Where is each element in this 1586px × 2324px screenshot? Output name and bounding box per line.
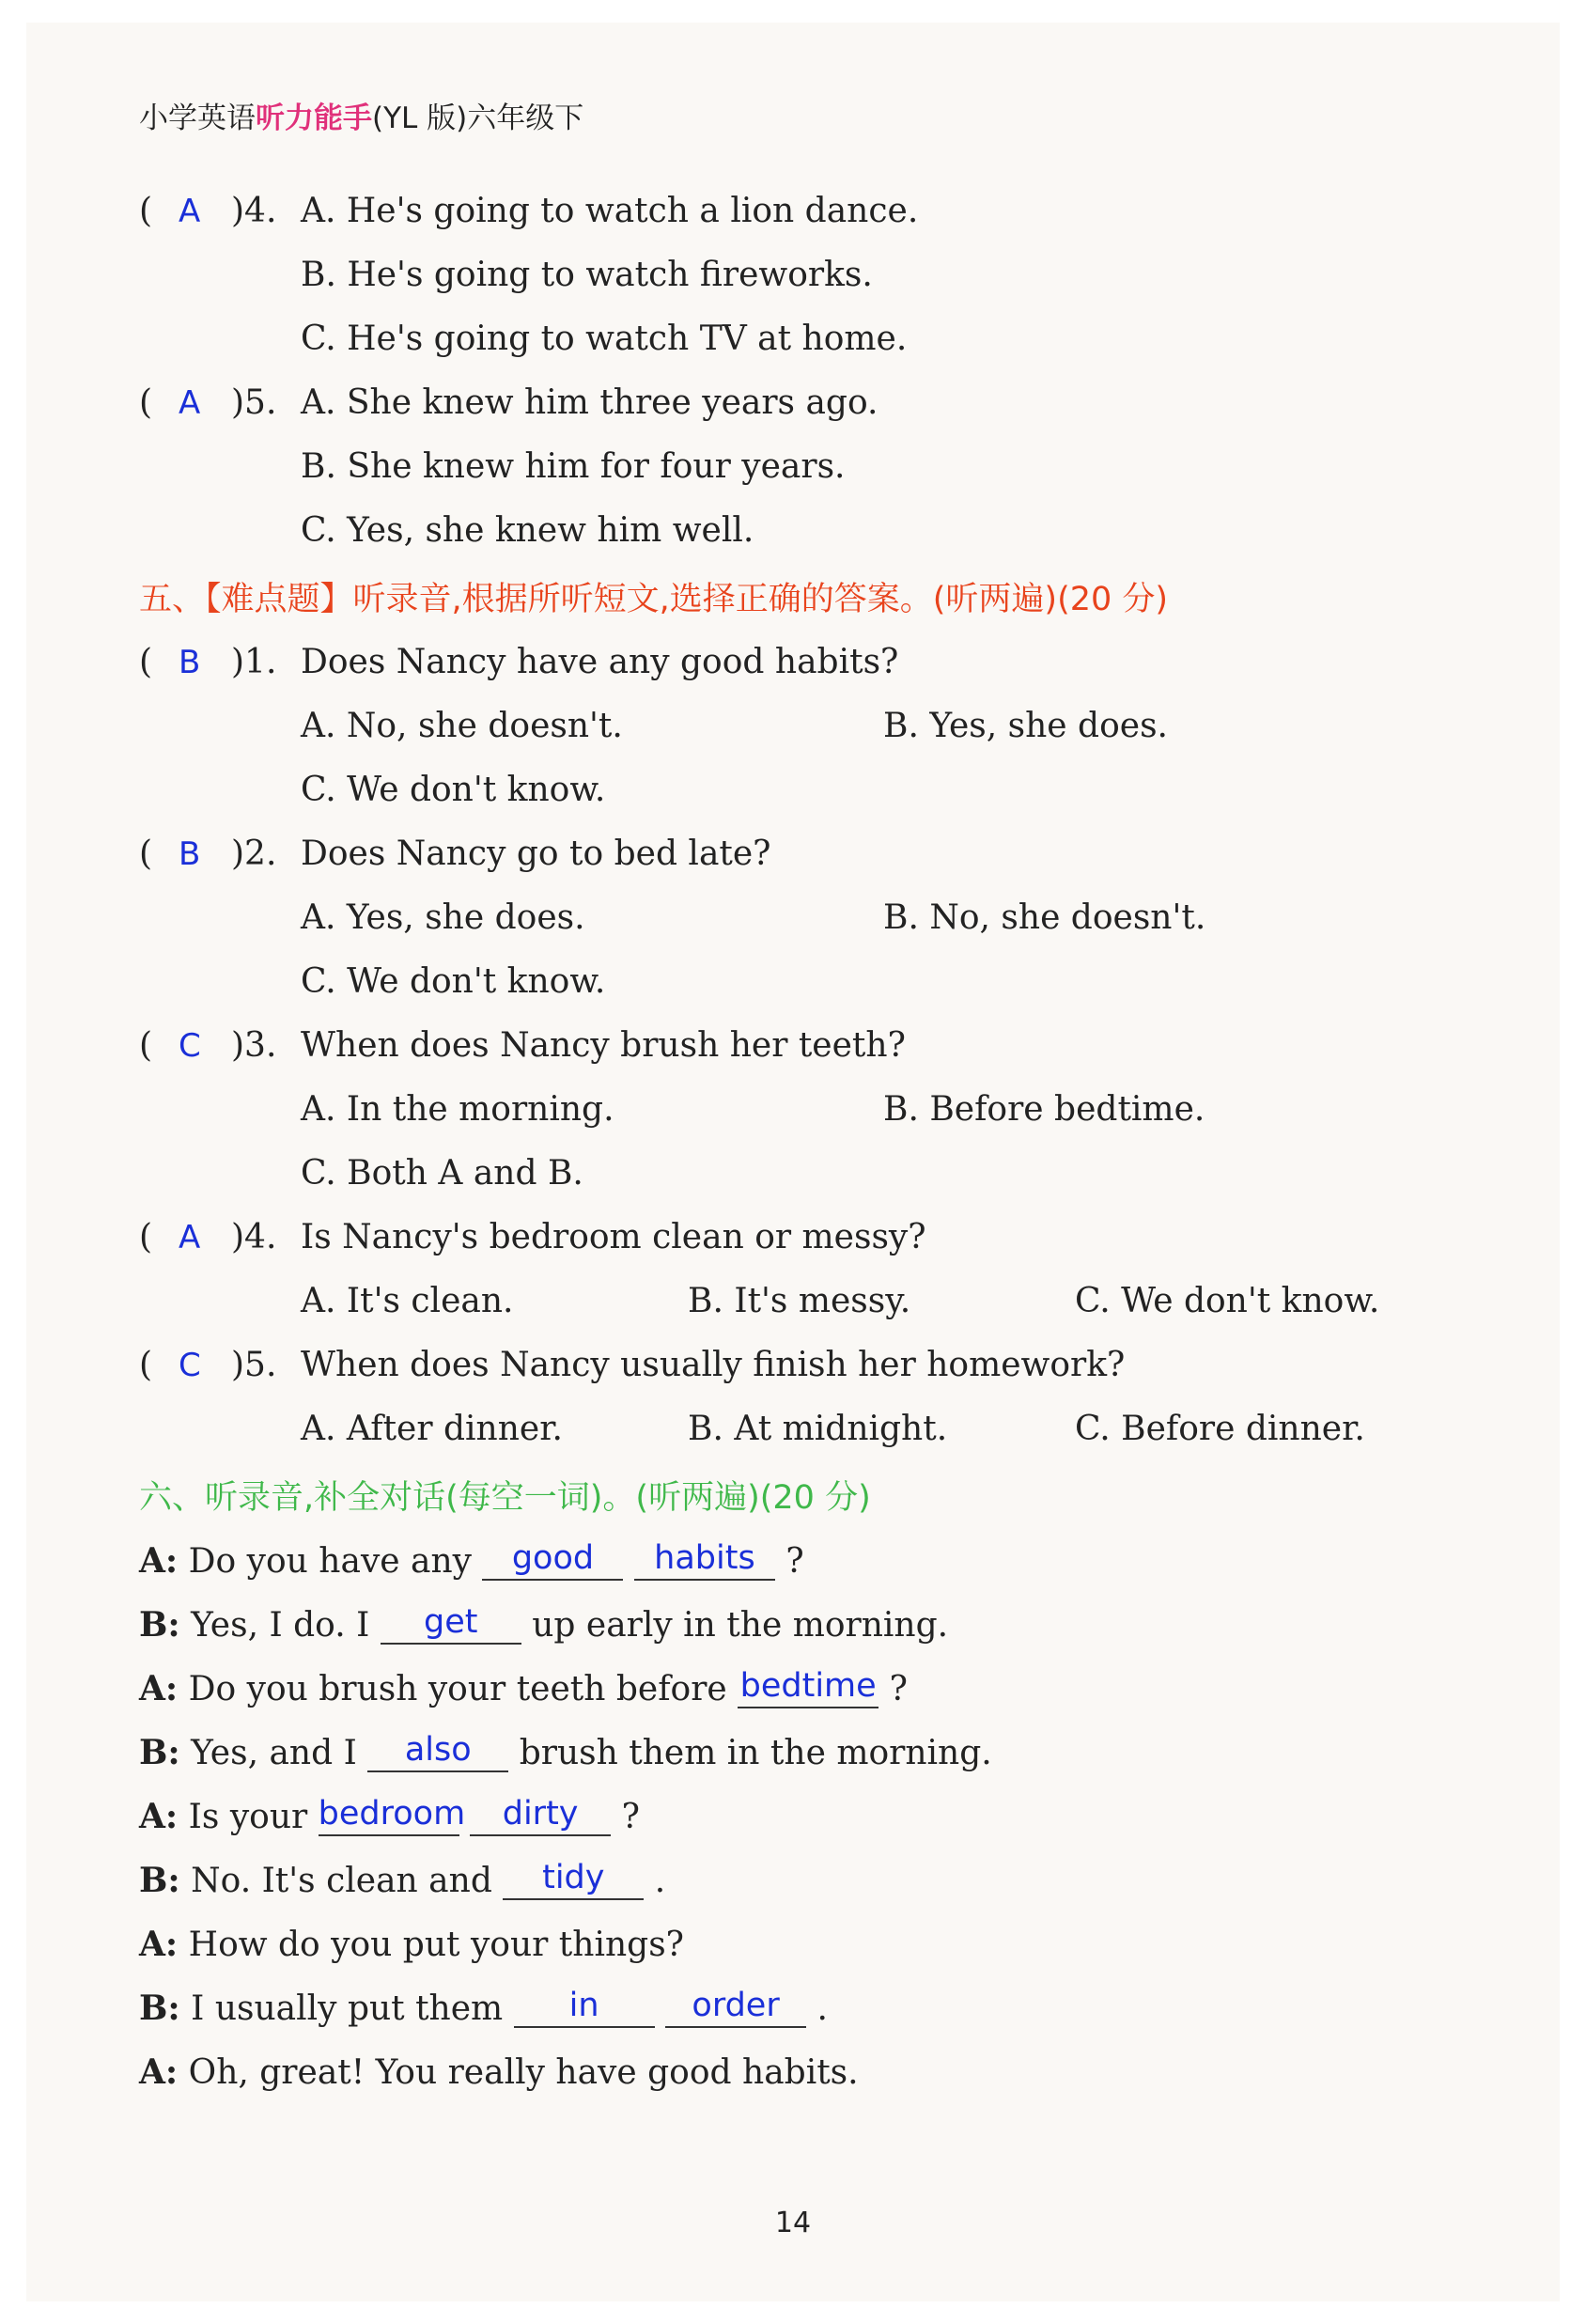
answer-blank: dirty [470,1793,611,1836]
answer-blank: good [482,1537,623,1581]
question-number: )2. [231,834,277,873]
dialogue-line [139,1724,992,1781]
dialogue-text [655,1989,665,2028]
question-number: )5. [231,383,277,422]
paren: ( [139,834,153,873]
option: A. She knew him three years ago. [301,383,879,422]
speaker: A: [139,1797,179,1836]
answer: C [179,1347,201,1384]
dialogue-text: up early in the morning. [521,1606,949,1645]
option: B. No, she doesn't. [883,898,1206,937]
option: A. No, she doesn't. [301,707,623,745]
question-text: When does Nancy brush her teeth? [301,1026,906,1065]
header-brand: 听力能手 [256,101,372,135]
answer-blank: in [514,1985,655,2028]
header-suffix: (YL 版)六年级下 [372,101,584,135]
answer: A [179,384,201,422]
option: C. Both A and B. [301,1154,583,1193]
speaker: A: [139,2052,179,2092]
page-number: 14 [774,2207,812,2239]
answer: B [179,835,201,873]
option: B. It's messy. [688,1282,911,1320]
dialogue-line [139,1980,828,2036]
answer-blank: bedtime [738,1665,879,1708]
option: B. Before bedtime. [883,1090,1205,1129]
question-text: Does Nancy have any good habits? [301,643,899,681]
dialogue-line [139,1661,908,1717]
option: A. In the morning. [301,1090,614,1129]
dialogue-text [459,1798,470,1836]
dialogue-text: brush them in the morning. [508,1734,992,1772]
dialogue-text: ? [879,1670,908,1708]
paren: ( [139,1346,153,1384]
question-number: )5. [231,1346,277,1384]
question-text: Does Nancy go to bed late? [301,834,771,873]
option: C. We don't know. [301,771,606,809]
question-number: )1. [231,643,277,681]
option: B. At midnight. [688,1410,948,1448]
question-number: )3. [231,1026,277,1065]
dialogue-line [139,1533,804,1589]
section6-title: 六、听录音,补全对话(每空一词)。(听两遍)(20 分) [139,1479,871,1517]
answer: A [179,193,201,230]
dialogue-text: Yes, I do. I [179,1606,381,1645]
question-number: )4. [231,192,277,230]
speaker: B: [139,1989,180,2028]
dialogue-text: Do you brush your teeth before [178,1670,739,1708]
dialogue-text: No. It's clean and [179,1862,504,1900]
dialogue-text: Oh, great! You really have good habits. [178,2053,859,2092]
option: C. We don't know. [1075,1282,1380,1320]
header-prefix: 小学英语 [139,101,256,135]
speaker: A: [139,1541,179,1581]
answer: B [179,644,201,681]
dialogue-text: . [644,1862,666,1900]
dialogue-text: How do you put your things? [178,1926,684,1964]
speaker: B: [139,1605,180,1645]
question-number: )4. [231,1218,277,1256]
paren: ( [139,1026,153,1065]
option: A. It's clean. [301,1282,514,1320]
dialogue-text: I usually put them [179,1989,514,2028]
paren: ( [139,1218,153,1256]
page-header [139,94,583,136]
speaker: B: [139,1733,180,1772]
paren: ( [139,192,153,230]
answer: C [179,1027,201,1065]
option: A. He's going to watch a lion dance. [301,192,919,230]
option: C. We don't know. [301,962,606,1001]
answer-blank: habits [634,1537,775,1581]
dialogue-text: ? [774,1542,804,1581]
answer-blank: get [381,1601,521,1645]
answer-blank: bedroom [319,1793,459,1836]
question-text: Is Nancy's bedroom clean or messy? [301,1218,926,1256]
option: C. Yes, she knew him well. [301,511,754,550]
paren: ( [139,383,153,422]
dialogue-text [623,1542,633,1581]
section5-title: 五、【难点题】听录音,根据所听短文,选择正确的答案。(听两遍)(20 分) [139,581,1169,618]
dialogue-text: ? [611,1798,640,1836]
dialogue-text: . [806,1989,828,2028]
answer: A [179,1219,201,1256]
option: A. After dinner. [301,1410,563,1448]
option: B. Yes, she does. [883,707,1168,745]
speaker: A: [139,1669,179,1708]
option: A. Yes, she does. [301,898,585,937]
option: C. Before dinner. [1075,1410,1365,1448]
dialogue-line [139,1788,640,1845]
answer-blank: tidy [503,1857,644,1900]
option: B. She knew him for four years. [301,447,846,486]
dialogue-line [139,1597,948,1653]
question-text: When does Nancy usually finish her homework? [301,1346,1126,1384]
dialogue-text: Do you have any [178,1542,483,1581]
speaker: B: [139,1861,180,1900]
dialogue-line [139,1916,684,1973]
answer-blank: order [665,1985,806,2028]
dialogue-text: Is your [178,1798,319,1836]
paren: ( [139,643,153,681]
dialogue-line [139,1852,665,1909]
speaker: A: [139,1925,179,1964]
dialogue-line [139,2044,859,2100]
dialogue-text: Yes, and I [179,1734,368,1772]
option: B. He's going to watch fireworks. [301,256,873,294]
option: C. He's going to watch TV at home. [301,320,908,358]
answer-blank: also [367,1729,508,1772]
